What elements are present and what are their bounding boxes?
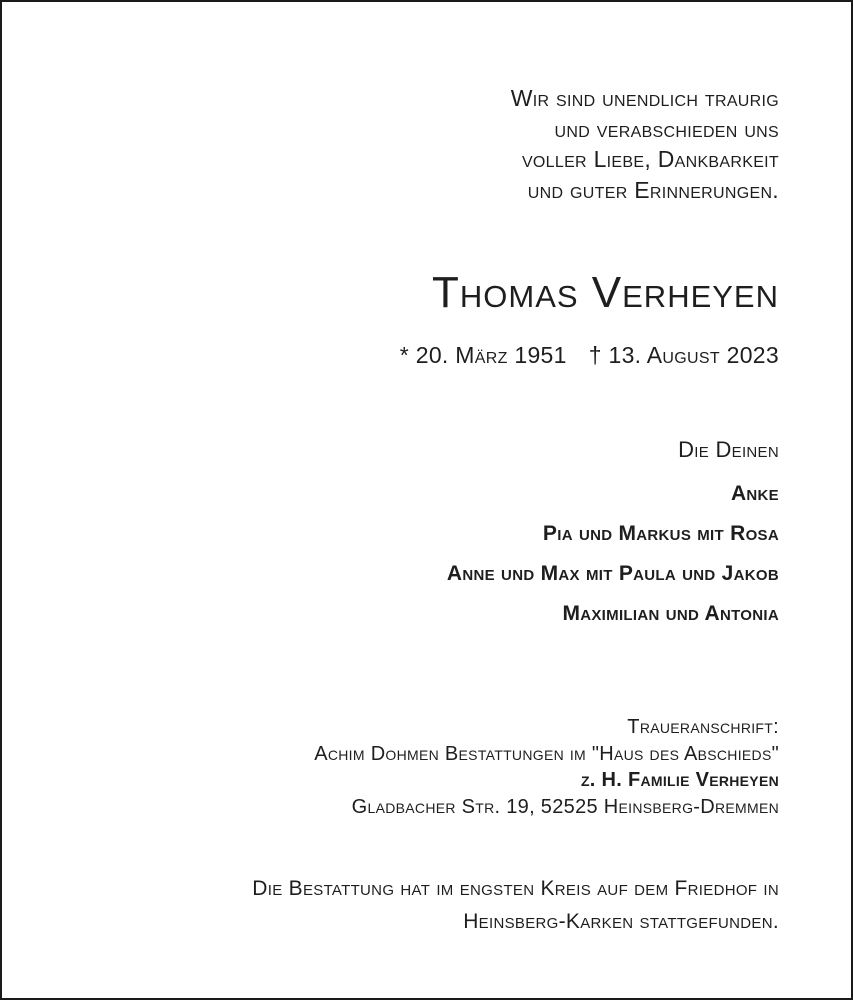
address-recipient: z. H. Familie Verheyen: [580, 769, 779, 791]
burial-line: Die Bestattung hat im engsten Kreis auf dem Friedhof in: [252, 877, 779, 900]
family-member: Anne und Max mit Paula und Jakob: [446, 562, 779, 585]
quote-block: [511, 83, 779, 205]
burial-line: Heinsberg-Karken stattgefunden.: [463, 910, 779, 933]
address-undertaker: Achim Dohmen Bestattungen im "Haus des Abschieds": [314, 742, 779, 765]
quote-line: und verabschieden uns: [554, 115, 779, 142]
address-label: Traueranschrift:: [627, 716, 779, 738]
quote-line: Wir sind unendlich traurig: [510, 85, 779, 111]
family-member: Maximilian und Antonia: [562, 602, 779, 625]
family-member: Pia und Markus mit Rosa: [542, 522, 779, 545]
death-date: † 13. August 2023: [588, 342, 779, 368]
quote-line: voller Liebe, Dankbarkeit: [521, 146, 779, 172]
life-dates: [400, 339, 779, 371]
address-street: Gladbacher Str. 19, 52525 Heinsberg-Dremmen: [351, 795, 779, 818]
mourning-address: [314, 714, 779, 820]
family-heading: Die Deinen: [678, 437, 779, 462]
quote-line: und guter Erinnerungen.: [527, 176, 779, 203]
family-member: Anke: [730, 482, 779, 505]
deceased-name: Thomas Verheyen: [432, 268, 779, 317]
burial-notice: [252, 872, 779, 938]
birth-date: * 20. März 1951: [399, 342, 567, 368]
family-members: [447, 474, 779, 634]
